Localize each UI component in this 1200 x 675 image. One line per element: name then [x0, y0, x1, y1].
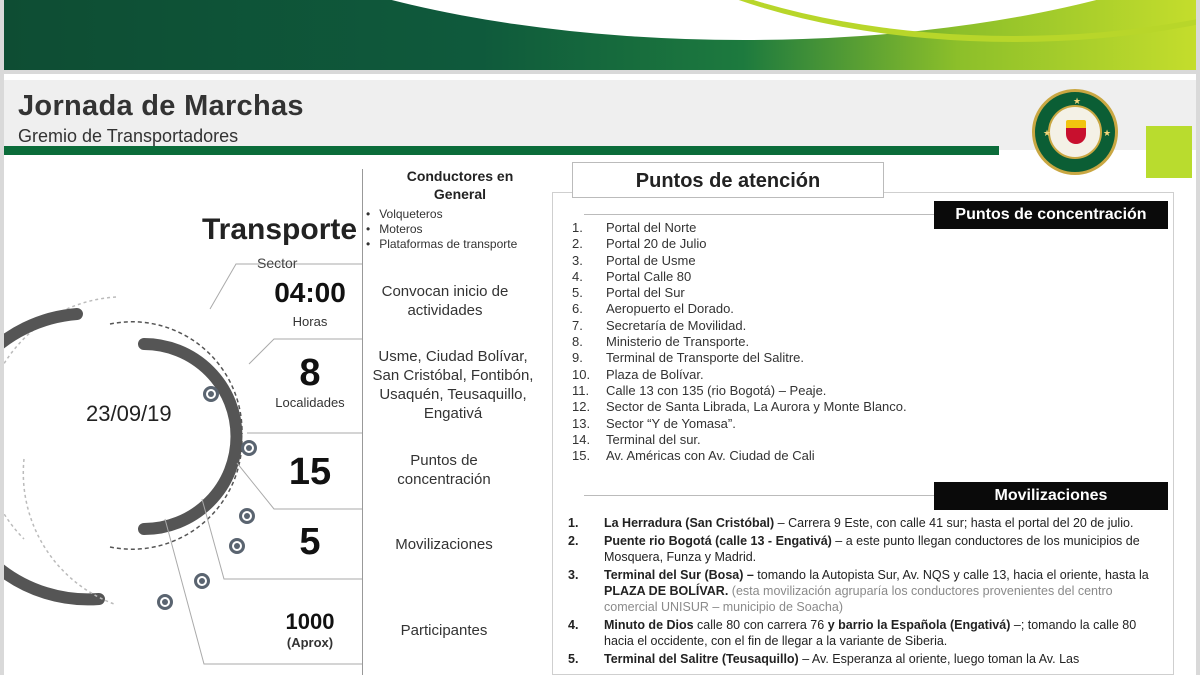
seal-star-icon: ★ — [1103, 128, 1112, 138]
timeline-node — [241, 440, 257, 456]
conductores-list — [366, 207, 517, 252]
list-item: 11. Calle 13 con 135 (rio Bogotá) – Peaje. — [572, 382, 827, 398]
seal-star-icon: ★ — [1073, 96, 1082, 106]
timeline-node — [239, 508, 255, 524]
list-item: • Plataformas de transporte — [366, 237, 517, 252]
column-divider — [362, 169, 363, 675]
green-rule — [4, 146, 999, 155]
list-item: 12. Sector de Santa Librada, La Aurora y Monte Blanco. — [572, 399, 907, 415]
list-item: 3. Terminal del Sur (Bosa) – tomando la Autopista Sur, Av. NQS y calle 13, hacia el oriente, hasta la PLAZA DE BOLÍVAR. (esta movilización agruparía los conductores provenientes del centro comercial UNISUR – municipio de Soacha) — [568, 568, 1149, 614]
conductores-title: Conductores en General — [406, 168, 514, 202]
list-item: 1. Portal del Norte — [572, 220, 697, 235]
list-item: 10. Plaza de Bolívar. — [572, 366, 704, 382]
slide — [4, 74, 1196, 675]
timeline-node — [157, 594, 173, 610]
metric-localidades-value: 8 — [299, 352, 321, 394]
page-title: Jornada de Marchas — [18, 90, 304, 122]
list-item: 1. La Herradura (San Cristóbal) – Carrera 9 Este, con calle 41 sur; hasta el portal del 20 de julio. — [568, 516, 1134, 530]
seal-shield-icon — [1066, 120, 1086, 144]
list-item: 13. Sector “Y de Yomasa”. — [572, 415, 736, 431]
metric-movilizaciones-desc: Movilizaciones — [395, 536, 493, 553]
concentracion-header: Puntos de concentración — [934, 201, 1168, 229]
metric-participantes-value: 1000 — [285, 609, 335, 634]
list-item: 14. Terminal del sur. — [572, 431, 701, 447]
list-item: • Volqueteros — [366, 207, 517, 222]
list-item: 2. Portal 20 de Julio — [572, 236, 707, 252]
sector-value: Transporte — [202, 213, 358, 246]
list-item: 4. Portal Calle 80 — [572, 268, 692, 284]
metric-localidades-unit: Localidades — [275, 395, 345, 410]
section-rule — [584, 214, 934, 215]
list-item: 5. Portal del Sur — [572, 285, 685, 301]
metric-hour-desc: Convocan inicio de actividades — [381, 283, 509, 319]
page-subtitle: Gremio de Transportadores — [18, 126, 239, 146]
event-date: 23/09/19 — [86, 401, 172, 426]
movilizaciones-header: Movilizaciones — [934, 482, 1168, 510]
list-item: • Moteros — [366, 222, 517, 237]
list-item: 9. Terminal de Transporte del Salitre. — [572, 350, 804, 366]
lime-accent — [1146, 126, 1192, 178]
list-item: 6. Aeropuerto el Dorado. — [572, 301, 734, 317]
list-item: 5. Terminal del Salitre (Teusaquillo) – Av. Esperanza al oriente, luego toman la Av. Las — [568, 652, 1080, 666]
timeline-node — [194, 573, 210, 589]
title-band — [4, 80, 1196, 150]
timeline-node — [203, 386, 219, 402]
list-item: 2. Puente rio Bogotá (calle 13 - Engativá) – a este punto llegan conductores de los municipios de Mosquera, Funza y Madrid. — [568, 534, 1140, 564]
top-banner — [4, 0, 1196, 70]
list-item: 8. Ministerio de Transporte. — [572, 334, 750, 350]
movilizaciones-list — [568, 515, 1156, 669]
summary-panel — [4, 159, 564, 675]
metric-localidades-desc: Usme, Ciudad Bolívar, San Cristóbal, Fontibón, Usaquén, Teusaquillo, Engativá — [372, 348, 534, 422]
seal-inner — [1048, 105, 1102, 159]
list-item: 4. Minuto de Dios calle 80 con carrera 76 y barrio la Española (Engativá) –; tomando la calle 80 hacia el occidente, con el fin de llegar a la variante de Siberia. — [568, 618, 1137, 648]
metric-participantes-desc: Participantes — [400, 622, 488, 639]
timeline-node — [229, 538, 245, 554]
police-seal-icon — [1032, 89, 1118, 175]
sector-label: Sector — [257, 255, 298, 271]
metric-puntos-desc: Puntos de concentración — [397, 452, 491, 488]
list-item: 3. Portal de Usme — [572, 252, 696, 268]
list-item: 15. Av. Américas con Av. Ciudad de Cali — [572, 448, 815, 464]
metric-puntos-value: 15 — [288, 451, 332, 493]
metric-hour-value: 04:00 — [274, 277, 346, 308]
concentracion-list — [572, 220, 907, 464]
seal-star-icon: ★ — [1043, 128, 1052, 138]
metric-movilizaciones-value: 5 — [299, 521, 321, 563]
metric-participantes-unit: (Aprox) — [286, 635, 334, 650]
puntos-atencion-title: Puntos de atención — [572, 162, 884, 198]
section-rule — [584, 495, 934, 496]
metric-hour-unit: Horas — [292, 314, 328, 329]
list-item: 7. Secretaría de Movilidad. — [572, 317, 747, 333]
